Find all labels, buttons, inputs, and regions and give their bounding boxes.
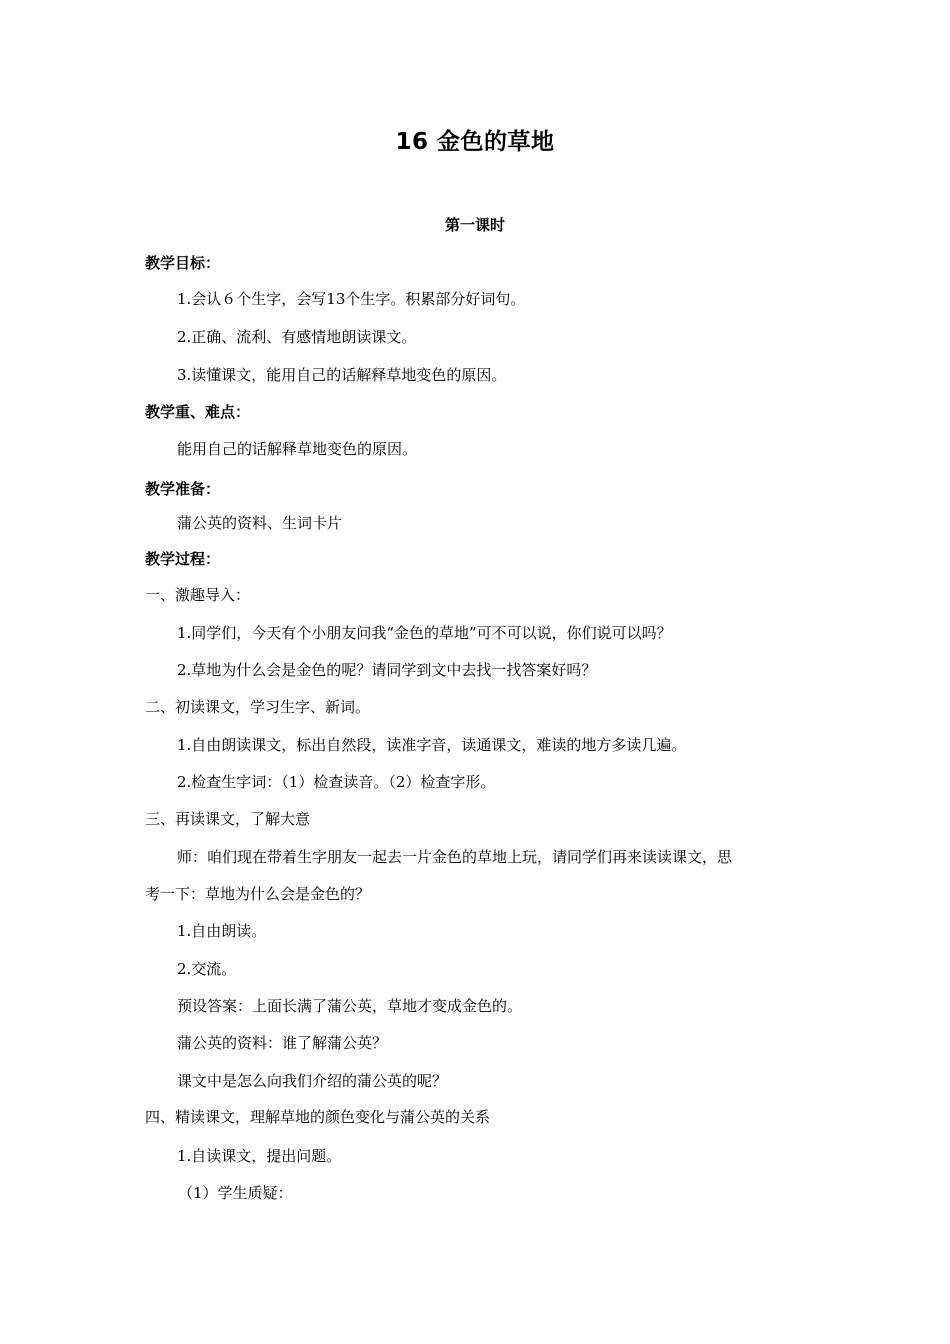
section-4-item: （1）学生质疑： — [178, 1184, 293, 1202]
process-heading: 教学过程： — [145, 550, 221, 568]
section-2-item: 2.检查生字词：（1）检查读音。（2）检查字形。 — [177, 773, 496, 791]
section-1-item: 2.草地为什么会是金色的呢？请同学到文中去找一找答案好吗？ — [177, 661, 597, 679]
section-3-item: 2.交流。 — [177, 960, 237, 978]
key-points-text: 能用自己的话解释草地变色的原因。 — [177, 440, 418, 458]
goal-item: 1.会认６个生字，会写13个生字。积累部分好词句。 — [177, 290, 526, 308]
section-1-heading: 一、激趣导入： — [145, 586, 251, 604]
goal-item: 2.正确、流利、有感情地朗读课文。 — [177, 328, 417, 346]
section-3-item: 1.自由朗读。 — [177, 922, 267, 940]
preparation-text: 蒲公英的资料、生词卡片 — [177, 514, 343, 532]
lesson-subtitle: 第一课时 — [444, 216, 505, 234]
goals-heading: 教学目标： — [145, 254, 221, 272]
section-4-heading: 四、精读课文，理解草地的颜色变化与蒲公英的关系 — [145, 1108, 491, 1126]
section-3-paragraph-line: 考一下：草地为什么会是金色的？ — [145, 885, 371, 903]
preparation-heading: 教学准备： — [145, 480, 221, 498]
section-2-item: 1.自由朗读课文，标出自然段，读准字音，读通课文，难读的地方多读几遍。 — [177, 736, 687, 754]
section-3-paragraph-line: 师：咱们现在带着生字朋友一起去一片金色的草地上玩，请同学们再来读读课文，思 — [177, 848, 733, 866]
key-points-heading: 教学重、难点： — [145, 403, 251, 421]
section-3-item: 蒲公英的资料：谁了解蒲公英？ — [177, 1034, 388, 1052]
section-3-item: 预设答案：上面长满了蒲公英，草地才变成金色的。 — [177, 997, 523, 1015]
section-1-item: 1.同学们，今天有个小朋友问我“金色的草地”可不可以说，你们说可以吗？ — [177, 624, 672, 642]
section-4-item: 1.自读课文，提出问题。 — [177, 1147, 342, 1165]
section-3-item: 课文中是怎么向我们介绍的蒲公英的呢？ — [177, 1072, 448, 1090]
section-2-heading: 二、初读课文，学习生字、新词。 — [145, 698, 371, 716]
document-title: 16 金色的草地 — [395, 129, 555, 155]
section-3-heading: 三、再读课文，了解大意 — [145, 810, 311, 828]
goal-item: 3.读懂课文，能用自己的话解释草地变色的原因。 — [177, 366, 507, 384]
